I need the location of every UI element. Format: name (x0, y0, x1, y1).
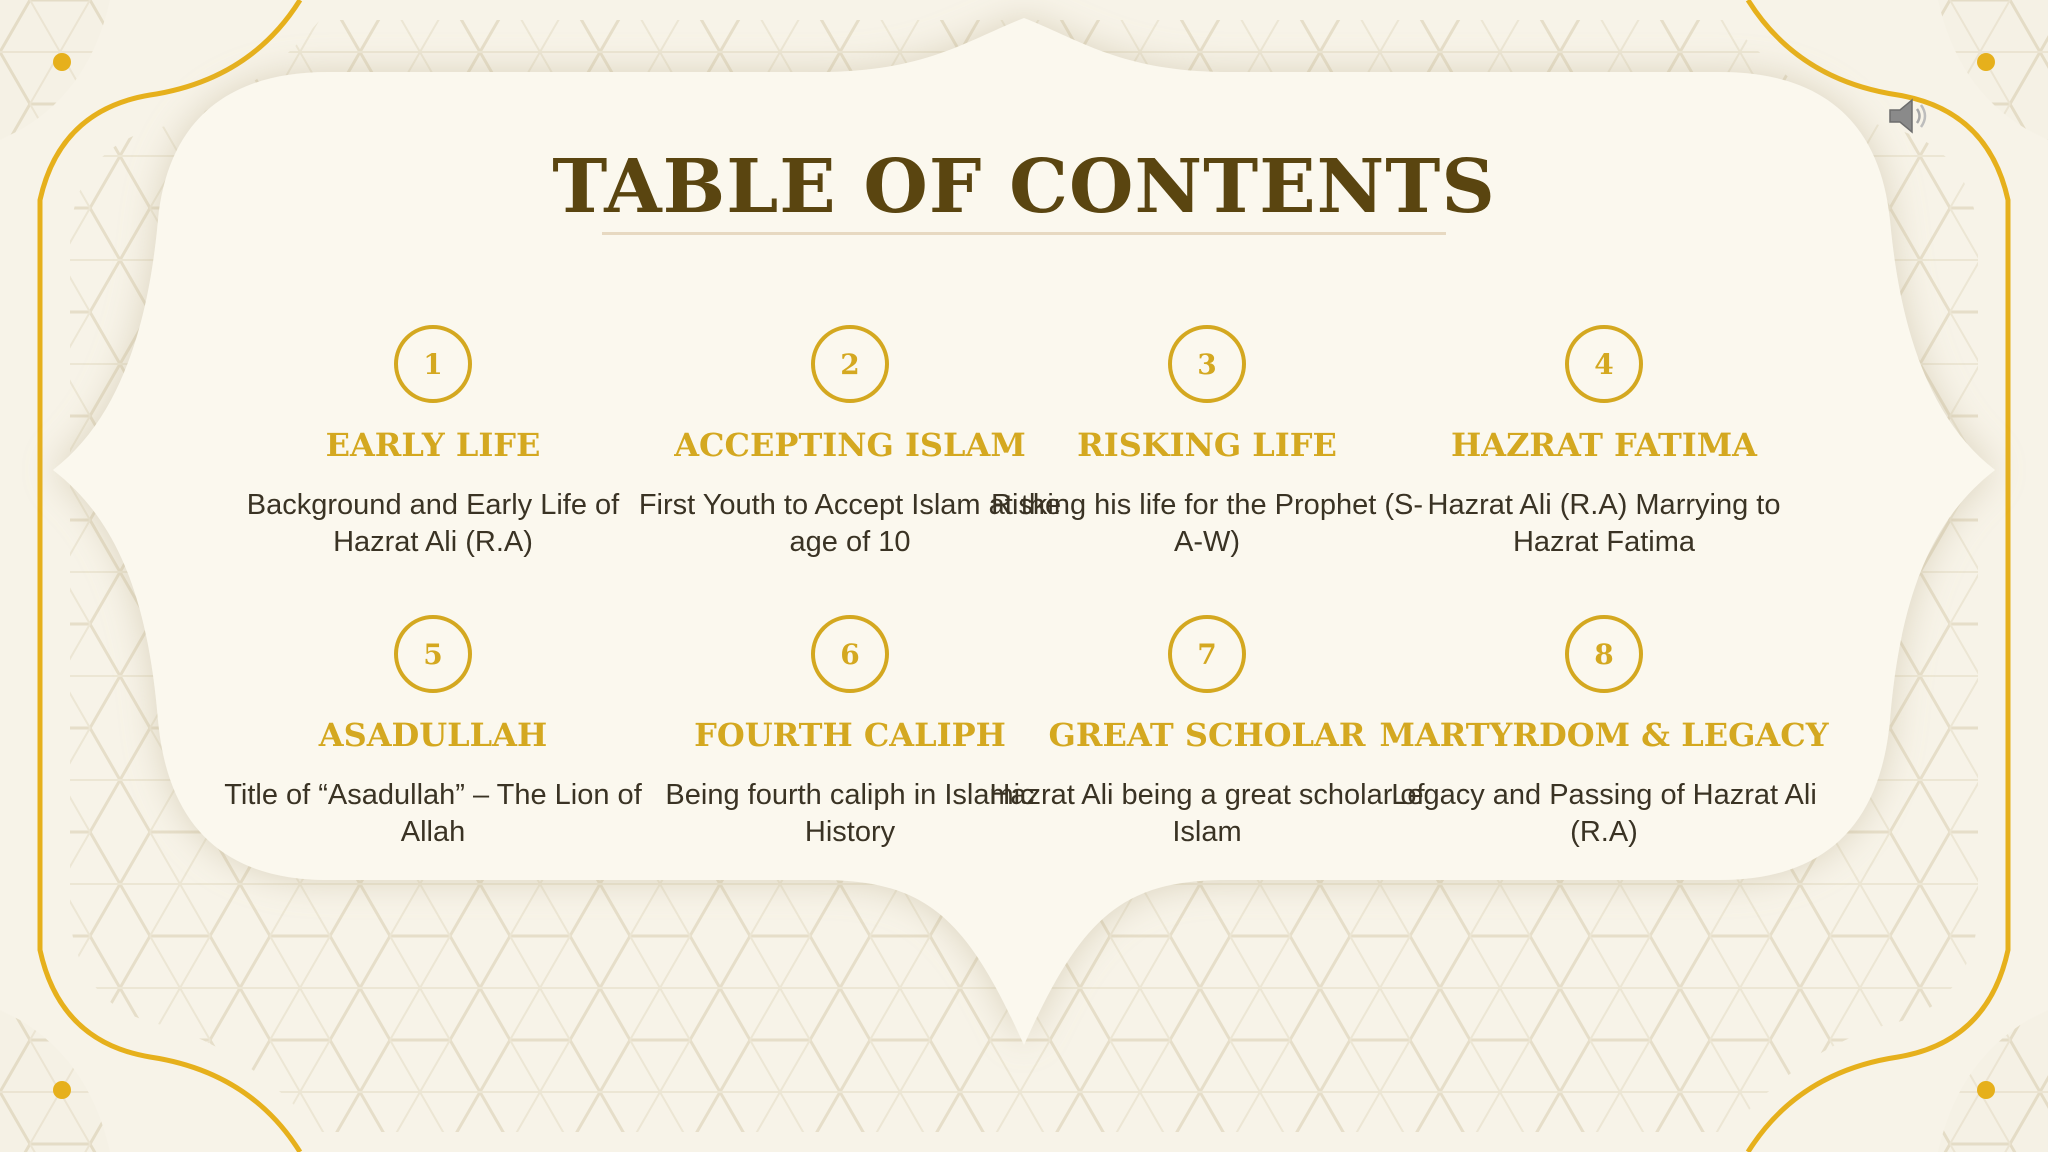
item-description: First Youth to Accept Islam at the age of 10 (638, 489, 1062, 558)
item-title: HAZRAT FATIMA (1451, 426, 1757, 464)
speaker-icon[interactable] (1884, 92, 1932, 140)
item-title: FOURTH CALIPH (694, 716, 1006, 754)
toc-item[interactable] (203, 615, 663, 851)
item-description: Legacy and Passing of Hazrat Ali (R.A) (1391, 779, 1817, 848)
item-title: GREAT SCHOLAR (1048, 716, 1366, 754)
item-description: Title of “Asadullah” – The Lion of Allah (224, 779, 642, 848)
item-description: Hazrat Ali being a great scholar of Islam (989, 779, 1425, 848)
page-title: TABLE OF CONTENTS (552, 144, 1496, 230)
item-title: ASADULLAH (318, 716, 548, 754)
item-number-badge: 7 (1168, 615, 1246, 693)
item-number-badge: 8 (1565, 615, 1643, 693)
toc-item[interactable] (977, 615, 1437, 851)
title-underline (602, 232, 1446, 235)
item-number-badge: 3 (1168, 325, 1246, 403)
toc-item[interactable] (1374, 325, 1834, 561)
toc-item[interactable] (977, 325, 1437, 561)
item-title: MARTYRDOM & LEGACY (1379, 716, 1829, 754)
item-description: Background and Early Life of Hazrat Ali (R.A) (246, 489, 620, 558)
item-title: ACCEPTING ISLAM (674, 426, 1026, 464)
item-title: RISKING LIFE (1077, 426, 1337, 464)
item-description: Risking his life for the Prophet (S-A-W) (991, 489, 1423, 558)
toc-item[interactable] (203, 325, 663, 561)
item-number-badge: 2 (811, 325, 889, 403)
item-number-badge: 4 (1565, 325, 1643, 403)
item-number-badge: 1 (394, 325, 472, 403)
item-number-badge: 6 (811, 615, 889, 693)
item-description: Hazrat Ali (R.A) Marrying to Hazrat Fatima (1427, 489, 1781, 558)
item-title: EARLY LIFE (325, 426, 541, 464)
item-number-badge: 5 (394, 615, 472, 693)
item-description: Being fourth caliph in Islamic History (665, 779, 1035, 848)
toc-item[interactable] (1374, 615, 1834, 851)
